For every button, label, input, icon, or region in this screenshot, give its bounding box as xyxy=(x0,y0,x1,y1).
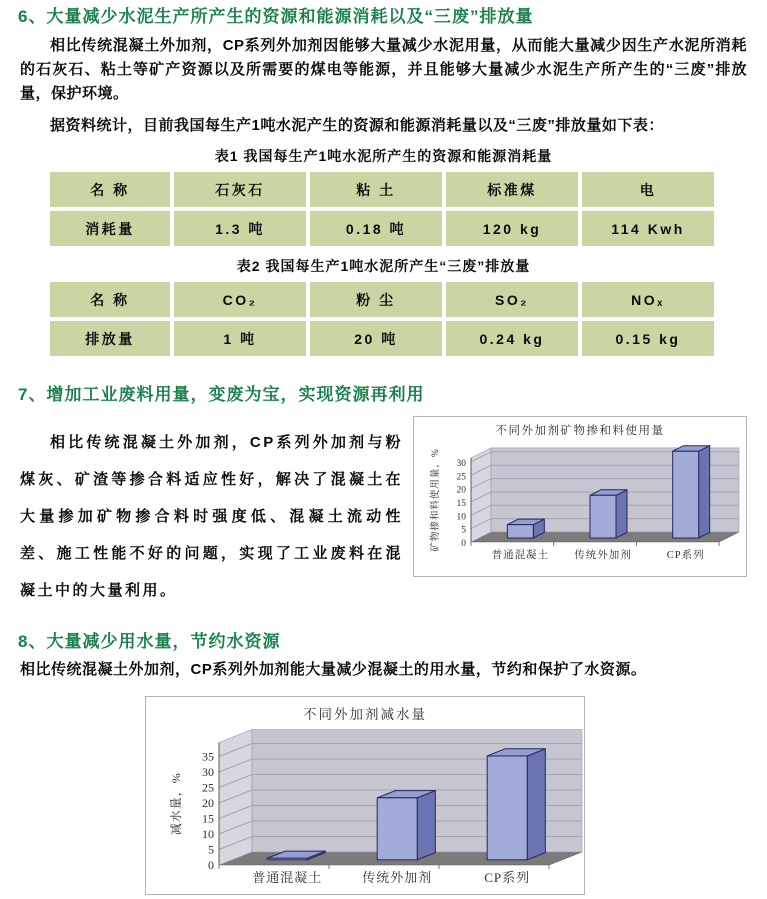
x-category-label: 传统外加剂 xyxy=(574,550,632,561)
table-header-cell: 标准煤 xyxy=(446,172,578,207)
x-category-label: CP系列 xyxy=(666,550,705,561)
y-tick-label: 25 xyxy=(202,780,214,795)
table-row xyxy=(50,321,714,356)
y-tick-label: 0 xyxy=(208,858,214,872)
y-tick-label: 30 xyxy=(456,458,466,469)
table-data-cell: 1 吨 xyxy=(174,321,306,356)
y-tick-label: 20 xyxy=(456,485,466,496)
x-category-label: CP系列 xyxy=(484,870,531,885)
bar-side-face xyxy=(699,446,710,538)
table-data-cell: 1.3 吨 xyxy=(174,211,306,246)
table-header-cell: 粉 尘 xyxy=(310,282,442,317)
water-reduction-chart xyxy=(145,696,585,895)
table-data-cell: 0.18 吨 xyxy=(310,211,442,246)
section7-paragraph: 相比传统混凝土外加剂，CP系列外加剂与粉煤灰、矿渣等掺合料适应性好，解决了混凝土在大量掺加矿物掺合料时强度低、混凝土流动性差、施工性能不好的问题，实现了工业废料在混凝土中的大量利用。 xyxy=(20,434,403,599)
y-tick-label: 5 xyxy=(461,525,466,536)
table-header-cell: SO₂ xyxy=(446,282,578,317)
table-header-cell: NOₓ xyxy=(582,282,714,317)
y-tick-label: 15 xyxy=(456,498,466,509)
table-data-cell: 20 吨 xyxy=(310,321,442,356)
x-category-label: 传统外加剂 xyxy=(362,870,433,885)
section6-paragraph-2: 据资料统计，目前我国每生产1吨水泥产生的资源和能源消耗量以及“三废”排放量如下表： xyxy=(50,117,664,134)
table-row xyxy=(50,211,714,246)
table-data-cell: 0.15 kg xyxy=(582,321,714,356)
y-tick-label: 20 xyxy=(202,796,214,810)
resource-consumption-table xyxy=(46,168,718,250)
mineral-admixture-usage-chart xyxy=(413,416,747,577)
bar-front-face xyxy=(590,495,616,538)
table-header-cell: 名 称 xyxy=(50,282,170,317)
bar-side-face xyxy=(417,791,435,860)
table-data-cell: 0.24 kg xyxy=(446,321,578,356)
chart-title: 不同外加剂矿物掺和料使用量 xyxy=(495,425,665,437)
section6-paragraph-1: 相比传统混凝土外加剂，CP系列外加剂因能够大量减少水泥用量，从而能大量减少因生产水泥所消耗的石灰石、粘土等矿产资源以及所需要的煤电等能源，并且能够大量减少水泥生产所产生的“三废”排放量，保护环境。 xyxy=(20,37,747,102)
chart-title: 不同外加剂减水量 xyxy=(303,707,427,722)
table2-caption: 表2 我国每生产1吨水泥所产生“三废”排放量 xyxy=(236,258,531,274)
table-row-label: 消耗量 xyxy=(50,211,170,246)
bar-chart-canvas xyxy=(146,697,584,894)
bar-front-face xyxy=(673,451,699,538)
table-data-cell: 120 kg xyxy=(446,211,578,246)
table-row-label: 排放量 xyxy=(50,321,170,356)
bar-side-face xyxy=(616,490,627,538)
table-header-cell: 石灰石 xyxy=(174,172,306,207)
table-data-cell: 114 Kwh xyxy=(582,211,714,246)
section7-heading: 7、增加工业废料用量，变废为宝，实现资源再利用 xyxy=(18,385,425,404)
y-tick-label: 5 xyxy=(208,842,214,857)
bar-front-face xyxy=(487,756,527,860)
x-category-label: 普通混凝土 xyxy=(252,870,323,885)
bar-front-face xyxy=(267,858,307,860)
table-header-cell: CO₂ xyxy=(174,282,306,317)
emission-table xyxy=(46,278,718,360)
table1-caption: 表1 我国每生产1吨水泥所产生的资源和能源消耗量 xyxy=(214,148,553,164)
table-row xyxy=(50,282,714,317)
y-axis-label: 矿物掺和料使用量，% xyxy=(431,448,441,552)
x-category-label: 普通混凝土 xyxy=(491,550,550,561)
y-tick-label: 0 xyxy=(461,539,466,549)
y-axis-label: 减水量，% xyxy=(169,772,183,836)
bar-chart-canvas xyxy=(414,417,746,576)
chart-side-wall xyxy=(471,448,491,542)
bar-side-face xyxy=(527,749,545,860)
y-tick-label: 35 xyxy=(202,749,214,764)
table-header-cell: 名 称 xyxy=(50,172,170,207)
y-tick-label: 10 xyxy=(456,512,466,523)
section8-heading: 8、大量减少用水量，节约水资源 xyxy=(18,632,281,651)
y-tick-label: 15 xyxy=(202,811,214,826)
section8-paragraph: 相比传统混凝土外加剂，CP系列外加剂能大量减少混凝土的用水量，节约和保护了水资源。 xyxy=(20,661,647,678)
table-header-cell: 电 xyxy=(582,172,714,207)
y-tick-label: 25 xyxy=(456,472,466,483)
section7-content-row xyxy=(20,416,747,609)
y-tick-label: 10 xyxy=(202,827,214,841)
table-row xyxy=(50,172,714,207)
bar-front-face xyxy=(377,798,417,860)
section6-heading: 6、大量减少水泥生产所产生的资源和能源消耗以及“三废”排放量 xyxy=(18,7,534,26)
table-header-cell: 粘 土 xyxy=(310,172,442,207)
bar-front-face xyxy=(507,525,533,538)
y-tick-label: 30 xyxy=(202,765,214,779)
